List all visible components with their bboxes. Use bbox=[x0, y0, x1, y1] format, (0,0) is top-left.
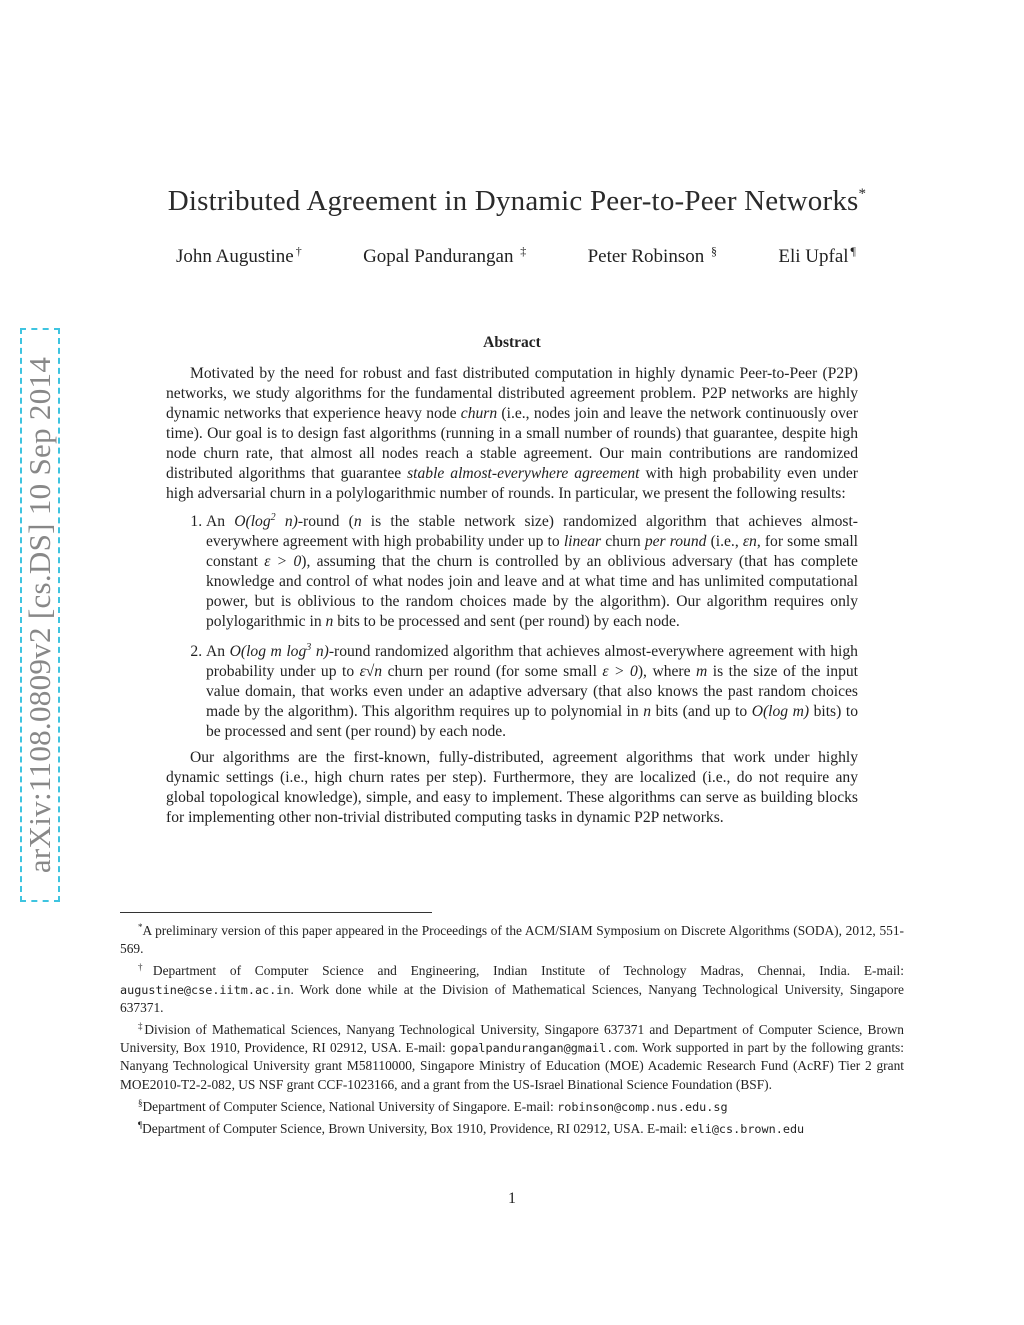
arxiv-stamp bbox=[20, 328, 60, 902]
abstract-paragraph-1: Motivated by the need for robust and fast distributed computation in highly dynamic Peer-to-Peer (P2P) networks, we study algorithms for the fundamental distributed agreement problem. P2P networks are highly dynamic networks that experience heavy node churn (i.e., nodes join and leave the network continuously over time). Our goal is to design fast algorithms (running in a small number of rounds) that guarantee, despite high node churn rate, that almost all nodes reach a stable agreement. Our main contributions are randomized distributed algorithms that guarantee stable almost-everywhere agreement with high probability even under high adversarial churn in a polylogarithmic number of rounds. In particular, we present the following results: bbox=[166, 365, 859, 502]
author-4: Eli Upfal ¶ bbox=[778, 244, 856, 267]
author-2: Gopal Pandurangan ‡ bbox=[363, 244, 527, 267]
footnotes bbox=[120, 918, 904, 1138]
author-3: Peter Robinson § bbox=[587, 244, 717, 267]
math-o-logm-log3-n: O(log m $\log^3 n$) bbox=[229, 642, 329, 661]
abstract-body bbox=[166, 364, 858, 828]
result-item-1: 1. An $O(\log^2$ n)-round (n is the stable network size) randomized algorithm that achieves almost-everywhere agreement with high probability under up to linear churn per round (i.e., εn, for some small constant ε > 0), assuming that the churn is controlled by an oblivious adversary (that has complete knowledge and control of what nodes join and leave and at what time and has unlimited computational power, but is oblivious to the random choices made by the algorithm). Our algorithm requires only polylogarithmic in n bits to be processed and sent (per round) by each node. bbox=[206, 508, 858, 632]
math-o-log2-n: $O(\log^2$ n) bbox=[234, 512, 298, 531]
email-pandurangan[interactable]: gopalpandurangan@gmail.com bbox=[450, 1041, 635, 1056]
footnote-3: ‡Division of Mathematical Sciences, Nanyang Technological University, Singapore 637371 and Department of Computer Science, Brown University, Box 1910, Providence, RI 02912, USA. E-mail: gopalpandurangan@gmail.com. Work supported in part by the following grants: Nanyang Technological University grant M58110000, Singapore Ministry of Education (MOE) Academic Research Fund (AcRF) Tier 2 grant MOE2010-T2-2-082, US NSF grant CCF-1023166, and a grant from the US-Israel Binational Science Foundation (BSF). bbox=[120, 1021, 905, 1092]
footnote-2: †Department of Computer Science and Engineering, Indian Institute of Technology Madras, Chennai, India. E-mail: augustine@cse.iitm.ac.in. Work done while at the Division of Mathematical Sciences, Nanyang Technological University, Singapore 637371. bbox=[120, 962, 905, 1015]
title-text: Distributed Agreement in Dynamic Peer-to-Peer Networks bbox=[167, 185, 859, 217]
results-list bbox=[166, 508, 858, 742]
page-number: 1 bbox=[508, 1190, 516, 1207]
footnote-5: ¶Department of Computer Science, Brown University, Box 1910, Providence, RI 02912, USA. E-mail: eli@cs.brown.edu bbox=[138, 1120, 805, 1137]
email-robinson[interactable]: robinson@comp.nus.edu.sg bbox=[557, 1099, 728, 1114]
email-upfal[interactable]: eli@cs.brown.edu bbox=[690, 1122, 805, 1137]
abstract-heading: Abstract bbox=[483, 334, 541, 351]
author-1: John Augustine † bbox=[176, 244, 302, 267]
arxiv-id: arXiv:1108.0809v2 [cs.DS] 10 Sep 2014 bbox=[22, 356, 57, 874]
result-item-2: 2. An O(log m $\log^3$ n)-round randomized algorithm that achieves almost-everywhere agreement with high probability under up to ε√n churn per round (for some small ε > 0), where m is the size of the input value domain, that works even under an adaptive adversary (that also knows the past random choices made by the algorithm). This algorithm requires up to polynomial in n bits (and up to O(log m) bits) to be processed and sent (per round) by each node. bbox=[206, 638, 858, 742]
paper-title bbox=[0, 185, 1024, 218]
footnote-divider bbox=[120, 912, 432, 913]
email-augustine[interactable]: augustine@cse.iitm.ac.in bbox=[120, 982, 291, 997]
author-list bbox=[176, 244, 856, 268]
title-footnote-mark: * bbox=[858, 186, 867, 202]
footnote-4: §Department of Computer Science, National University of Singapore. E-mail: robinson@comp.nus.edu.sg bbox=[138, 1097, 728, 1114]
footnote-1: *A preliminary version of this paper appeared in the Proceedings of the ACM/SIAM Symposium on Discrete Algorithms (SODA), 2012, 551-569. bbox=[120, 922, 904, 957]
abstract-paragraph-2: Our algorithms are the first-known, fully-distributed, agreement algorithms that work under highly dynamic settings (i.e., high churn rates per step). Furthermore, they are localized (i.e., do not require any global topological knowledge), simple, and easy to implement. These algorithms can serve as building blocks for implementing other non-trivial distributed computing tasks in dynamic P2P networks. bbox=[166, 749, 858, 827]
